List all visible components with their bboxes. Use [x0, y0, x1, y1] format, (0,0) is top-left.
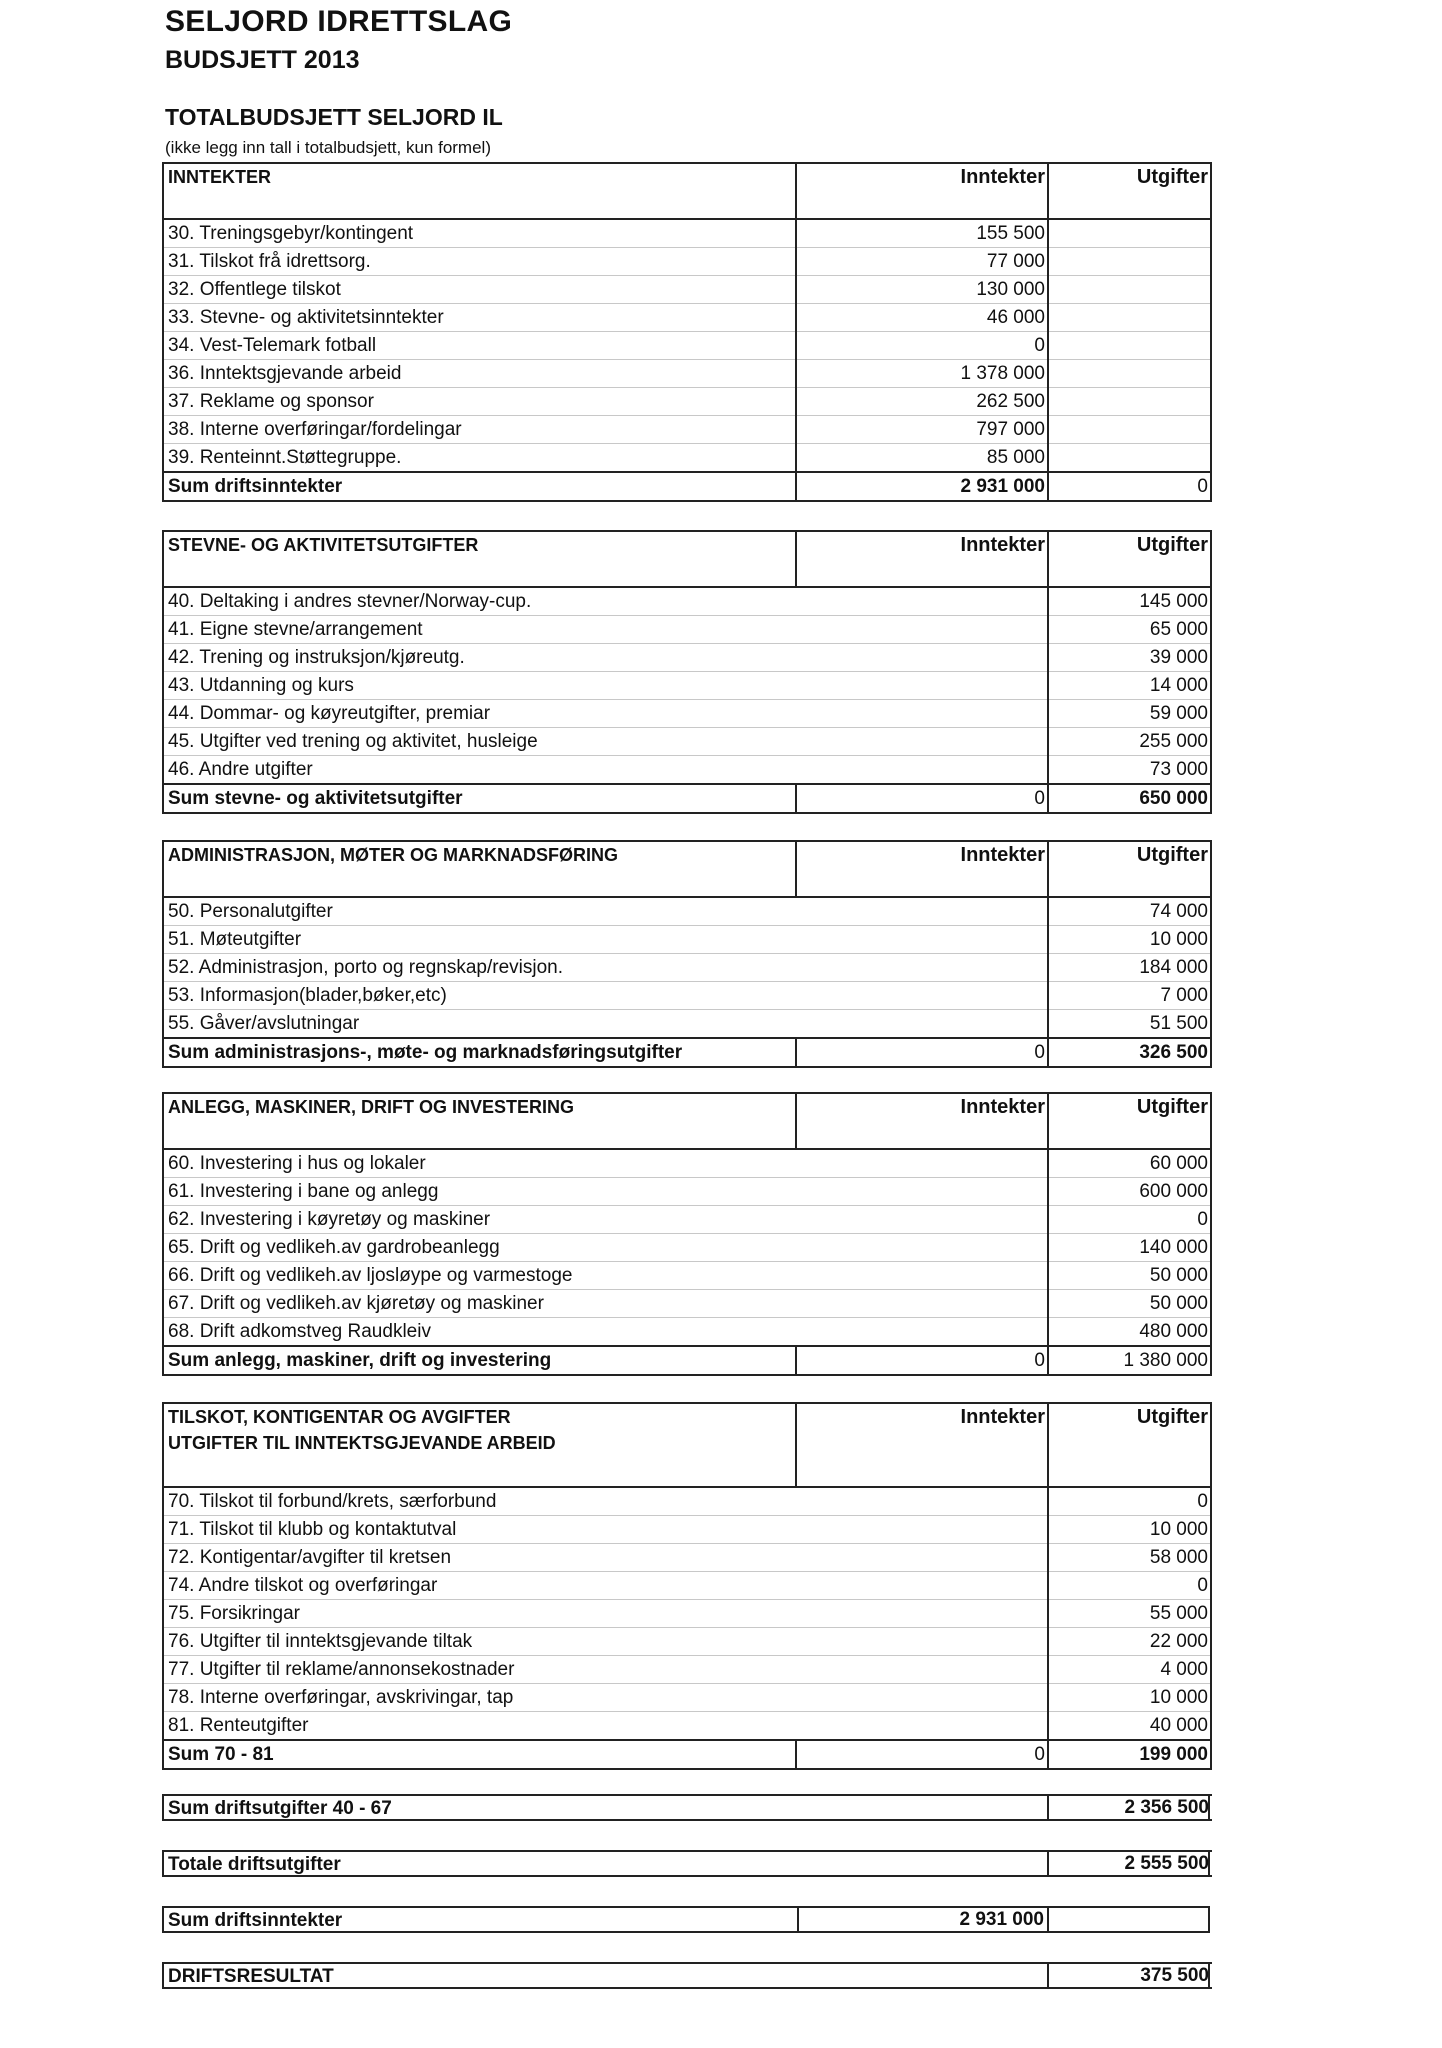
row-label: 78. Interne overføringar, avskrivingar, tap — [163, 1684, 796, 1712]
anlegg-table — [162, 1092, 1212, 1376]
row-expense: 60 000 — [1048, 1149, 1211, 1178]
section-title-text: ADMINISTRASJON, MØTER OG MARKNADSFØRING — [168, 845, 618, 865]
budget-row — [163, 1010, 1211, 1039]
income-column-header: Inntekter — [796, 841, 1048, 897]
budget-row — [163, 248, 1211, 276]
budget-row — [163, 897, 1211, 926]
budget-row — [163, 672, 1211, 700]
row-income: 0 — [796, 332, 1048, 360]
row-expense — [1048, 416, 1211, 444]
row-expense: 39 000 — [1048, 644, 1211, 672]
driftsresultat-row — [162, 1962, 1210, 1989]
sum-driftsutgifter-40-67-row — [162, 1794, 1210, 1821]
row-income: 262 500 — [796, 388, 1048, 416]
row-expense: 0 — [1048, 1487, 1211, 1516]
row-expense: 50 000 — [1048, 1290, 1211, 1318]
row-label: 50. Personalutgifter — [163, 897, 796, 926]
budget-row — [163, 360, 1211, 388]
section-title — [163, 531, 796, 587]
sum-row — [163, 472, 1211, 501]
row-income — [796, 897, 1048, 926]
budget-row — [163, 416, 1211, 444]
row-expense: 7 000 — [1048, 982, 1211, 1010]
budget-row — [163, 1656, 1211, 1684]
row-expense: 59 000 — [1048, 700, 1211, 728]
sum-label: Sum administrasjons-, møte- og marknadsføringsutgifter — [163, 1038, 796, 1067]
section-title-text: INNTEKTER — [168, 167, 271, 187]
row-label: 81. Renteutgifter — [163, 1712, 796, 1741]
row-label: 70. Tilskot til forbund/krets, særforbund — [163, 1487, 796, 1516]
row-income — [796, 1516, 1048, 1544]
row-label: 53. Informasjon(blader,bøker,etc) — [163, 982, 796, 1010]
expense-column-header: Utgifter — [1048, 1403, 1211, 1487]
budget-row — [163, 219, 1211, 248]
row-income — [796, 587, 1048, 616]
row-income — [796, 1010, 1048, 1039]
row-income — [796, 1149, 1048, 1178]
budget-row — [163, 1600, 1211, 1628]
budget-row — [163, 700, 1211, 728]
row-expense — [1048, 444, 1211, 473]
sum-row — [163, 1346, 1211, 1375]
sum-income: 0 — [796, 1346, 1048, 1375]
row-income — [796, 1544, 1048, 1572]
expense-column-header: Utgifter — [1048, 841, 1211, 897]
sum-driftsutgifter-40-67-label: Sum driftsutgifter 40 - 67 — [168, 1798, 392, 1819]
driftsresultat-value: 375 500 — [1047, 1962, 1212, 1989]
row-expense: 50 000 — [1048, 1262, 1211, 1290]
budget-row — [163, 587, 1211, 616]
row-label: 75. Forsikringar — [163, 1600, 796, 1628]
row-expense: 184 000 — [1048, 954, 1211, 982]
budget-title: BUDSJETT 2013 — [165, 46, 360, 74]
row-income — [796, 1318, 1048, 1347]
section-header — [163, 1403, 1211, 1487]
row-label: 42. Trening og instruksjon/kjøreutg. — [163, 644, 796, 672]
row-label: 40. Deltaking i andres stevner/Norway-cup. — [163, 587, 796, 616]
budget-row — [163, 1262, 1211, 1290]
row-expense — [1048, 332, 1211, 360]
row-expense: 600 000 — [1048, 1178, 1211, 1206]
row-income — [796, 1234, 1048, 1262]
section-title — [163, 841, 796, 897]
row-income: 130 000 — [796, 276, 1048, 304]
budget-row — [163, 756, 1211, 785]
expense-column-header: Utgifter — [1048, 531, 1211, 587]
income-column-header: Inntekter — [796, 1093, 1048, 1149]
sum-expense: 326 500 — [1048, 1038, 1211, 1067]
row-income — [796, 1628, 1048, 1656]
row-expense — [1048, 388, 1211, 416]
row-label: 52. Administrasjon, porto og regnskap/revisjon. — [163, 954, 796, 982]
section-title — [163, 163, 796, 219]
row-income — [796, 700, 1048, 728]
row-expense — [1048, 304, 1211, 332]
row-label: 33. Stevne- og aktivitetsinntekter — [163, 304, 796, 332]
row-expense — [1048, 219, 1211, 248]
row-label: 65. Drift og vedlikeh.av gardrobeanlegg — [163, 1234, 796, 1262]
totale-driftsutgifter-row — [162, 1850, 1210, 1877]
row-income — [796, 1572, 1048, 1600]
row-label: 45. Utgifter ved trening og aktivitet, husleige — [163, 728, 796, 756]
sum-income: 2 931 000 — [796, 472, 1048, 501]
row-income: 46 000 — [796, 304, 1048, 332]
row-expense: 40 000 — [1048, 1712, 1211, 1741]
row-income — [796, 1262, 1048, 1290]
row-income — [796, 1206, 1048, 1234]
row-label: 60. Investering i hus og lokaler — [163, 1149, 796, 1178]
row-label: 31. Tilskot frå idrettsorg. — [163, 248, 796, 276]
row-label: 51. Møteutgifter — [163, 926, 796, 954]
budget-row — [163, 1544, 1211, 1572]
budget-row — [163, 1572, 1211, 1600]
row-expense — [1048, 276, 1211, 304]
row-income: 85 000 — [796, 444, 1048, 473]
row-expense: 10 000 — [1048, 926, 1211, 954]
row-income — [796, 954, 1048, 982]
income-column-header: Inntekter — [796, 1403, 1048, 1487]
sum-expense: 1 380 000 — [1048, 1346, 1211, 1375]
row-label: 30. Treningsgebyr/kontingent — [163, 219, 796, 248]
budget-row — [163, 1206, 1211, 1234]
section-header — [163, 1093, 1211, 1149]
row-income — [796, 728, 1048, 756]
row-income — [796, 982, 1048, 1010]
sum-driftsinntekter-total-label: Sum driftsinntekter — [168, 1910, 343, 1931]
row-expense: 0 — [1048, 1572, 1211, 1600]
row-income — [796, 926, 1048, 954]
budget-row — [163, 276, 1211, 304]
section-title-text: TILSKOT, KONTIGENTAR OG AVGIFTER — [168, 1407, 511, 1427]
row-income — [796, 672, 1048, 700]
budget-row — [163, 332, 1211, 360]
sum-label: Sum anlegg, maskiner, drift og investering — [163, 1346, 796, 1375]
row-expense: 4 000 — [1048, 1656, 1211, 1684]
sum-row — [163, 784, 1211, 813]
sum-label: Sum stevne- og aktivitetsutgifter — [163, 784, 796, 813]
row-expense: 14 000 — [1048, 672, 1211, 700]
budget-row — [163, 1628, 1211, 1656]
budget-row — [163, 982, 1211, 1010]
row-income — [796, 644, 1048, 672]
sum-income: 0 — [796, 1038, 1048, 1067]
expense-column-header: Utgifter — [1048, 163, 1211, 219]
sum-expense: 199 000 — [1048, 1740, 1211, 1769]
totale-driftsutgifter-value: 2 555 500 — [1047, 1850, 1212, 1877]
row-label: 38. Interne overføringar/fordelingar — [163, 416, 796, 444]
row-expense: 58 000 — [1048, 1544, 1211, 1572]
sum-driftsinntekter-total-value: 2 931 000 — [797, 1906, 1049, 1933]
row-label: 71. Tilskot til klubb og kontaktutval — [163, 1516, 796, 1544]
row-income: 77 000 — [796, 248, 1048, 276]
driftsresultat-label: DRIFTSRESULTAT — [168, 1966, 334, 1987]
row-income — [796, 1290, 1048, 1318]
totale-driftsutgifter-label: Totale driftsutgifter — [168, 1854, 341, 1875]
row-income — [796, 1178, 1048, 1206]
row-income — [796, 1600, 1048, 1628]
sum-label: Sum driftsinntekter — [163, 472, 796, 501]
budget-row — [163, 926, 1211, 954]
income-table — [162, 162, 1212, 502]
row-expense: 140 000 — [1048, 1234, 1211, 1262]
row-expense: 0 — [1048, 1206, 1211, 1234]
budget-row — [163, 388, 1211, 416]
budget-row — [163, 1149, 1211, 1178]
sum-driftsinntekter-total-row — [162, 1906, 1210, 1933]
row-label: 55. Gåver/avslutningar — [163, 1010, 796, 1039]
row-label: 43. Utdanning og kurs — [163, 672, 796, 700]
budget-row — [163, 1712, 1211, 1741]
section-title — [163, 1093, 796, 1149]
budget-row — [163, 1318, 1211, 1347]
row-income — [796, 1487, 1048, 1516]
row-income: 155 500 — [796, 219, 1048, 248]
budget-row — [163, 444, 1211, 473]
total-budget-title: TOTALBUDSJETT SELJORD IL — [165, 104, 503, 130]
row-expense: 73 000 — [1048, 756, 1211, 785]
row-income: 797 000 — [796, 416, 1048, 444]
sum-driftsutgifter-40-67-value: 2 356 500 — [1047, 1794, 1212, 1821]
row-expense — [1048, 360, 1211, 388]
section-title-text: STEVNE- OG AKTIVITETSUTGIFTER — [168, 535, 479, 555]
row-income: 1 378 000 — [796, 360, 1048, 388]
row-label: 36. Inntektsgjevande arbeid — [163, 360, 796, 388]
section-subtitle-text: UTGIFTER TIL INNTEKTSGJEVANDE ARBEID — [168, 1433, 556, 1453]
row-income — [796, 1656, 1048, 1684]
row-expense: 145 000 — [1048, 587, 1211, 616]
row-expense: 51 500 — [1048, 1010, 1211, 1039]
section-header — [163, 841, 1211, 897]
row-label: 41. Eigne stevne/arrangement — [163, 616, 796, 644]
row-label: 66. Drift og vedlikeh.av ljosløype og varmestoge — [163, 1262, 796, 1290]
expense-column-header: Utgifter — [1048, 1093, 1211, 1149]
row-expense: 480 000 — [1048, 1318, 1211, 1347]
row-label: 32. Offentlege tilskot — [163, 276, 796, 304]
club-title: SELJORD IDRETTSLAG — [165, 5, 513, 38]
row-income — [796, 756, 1048, 785]
budget-row — [163, 954, 1211, 982]
row-label: 67. Drift og vedlikeh.av kjøretøy og maskiner — [163, 1290, 796, 1318]
row-expense: 10 000 — [1048, 1684, 1211, 1712]
sum-row — [163, 1038, 1211, 1067]
row-expense: 55 000 — [1048, 1600, 1211, 1628]
row-expense — [1048, 248, 1211, 276]
admin-table — [162, 840, 1212, 1068]
sum-income: 0 — [796, 784, 1048, 813]
section-title-text: ANLEGG, MASKINER, DRIFT OG INVESTERING — [168, 1097, 575, 1117]
income-column-header: Inntekter — [796, 531, 1048, 587]
budget-row — [163, 644, 1211, 672]
budget-row — [163, 1234, 1211, 1262]
budget-row — [163, 616, 1211, 644]
row-label: 61. Investering i bane og anlegg — [163, 1178, 796, 1206]
budget-row — [163, 1487, 1211, 1516]
row-expense: 22 000 — [1048, 1628, 1211, 1656]
row-label: 62. Investering i køyretøy og maskiner — [163, 1206, 796, 1234]
row-expense: 65 000 — [1048, 616, 1211, 644]
row-label: 72. Kontigentar/avgifter til kretsen — [163, 1544, 796, 1572]
row-income — [796, 1712, 1048, 1741]
formula-note: (ikke legg inn tall i totalbudsjett, kun formel) — [165, 138, 491, 157]
section-header — [163, 163, 1211, 219]
sum-label: Sum 70 - 81 — [163, 1740, 796, 1769]
row-label: 77. Utgifter til reklame/annonsekostnader — [163, 1656, 796, 1684]
tilskot-table — [162, 1402, 1212, 1770]
row-label: 74. Andre tilskot og overføringar — [163, 1572, 796, 1600]
row-expense: 74 000 — [1048, 897, 1211, 926]
row-expense: 255 000 — [1048, 728, 1211, 756]
budget-row — [163, 304, 1211, 332]
budget-row — [163, 1290, 1211, 1318]
budget-row — [163, 1516, 1211, 1544]
row-label: 34. Vest-Telemark fotball — [163, 332, 796, 360]
row-label: 37. Reklame og sponsor — [163, 388, 796, 416]
sum-income: 0 — [796, 1740, 1048, 1769]
row-income — [796, 1684, 1048, 1712]
row-expense: 10 000 — [1048, 1516, 1211, 1544]
row-label: 46. Andre utgifter — [163, 756, 796, 785]
section-title — [163, 1403, 796, 1487]
row-label: 44. Dommar- og køyreutgifter, premiar — [163, 700, 796, 728]
budget-row — [163, 1178, 1211, 1206]
row-label: 39. Renteinnt.Støttegruppe. — [163, 444, 796, 473]
row-income — [796, 616, 1048, 644]
sum-expense: 0 — [1048, 472, 1211, 501]
sum-row — [163, 1740, 1211, 1769]
budget-row — [163, 728, 1211, 756]
income-column-header: Inntekter — [796, 163, 1048, 219]
row-label: 68. Drift adkomstveg Raudkleiv — [163, 1318, 796, 1347]
section-header — [163, 531, 1211, 587]
budget-row — [163, 1684, 1211, 1712]
stevne-table — [162, 530, 1212, 814]
sum-expense: 650 000 — [1048, 784, 1211, 813]
row-label: 76. Utgifter til inntektsgjevande tiltak — [163, 1628, 796, 1656]
